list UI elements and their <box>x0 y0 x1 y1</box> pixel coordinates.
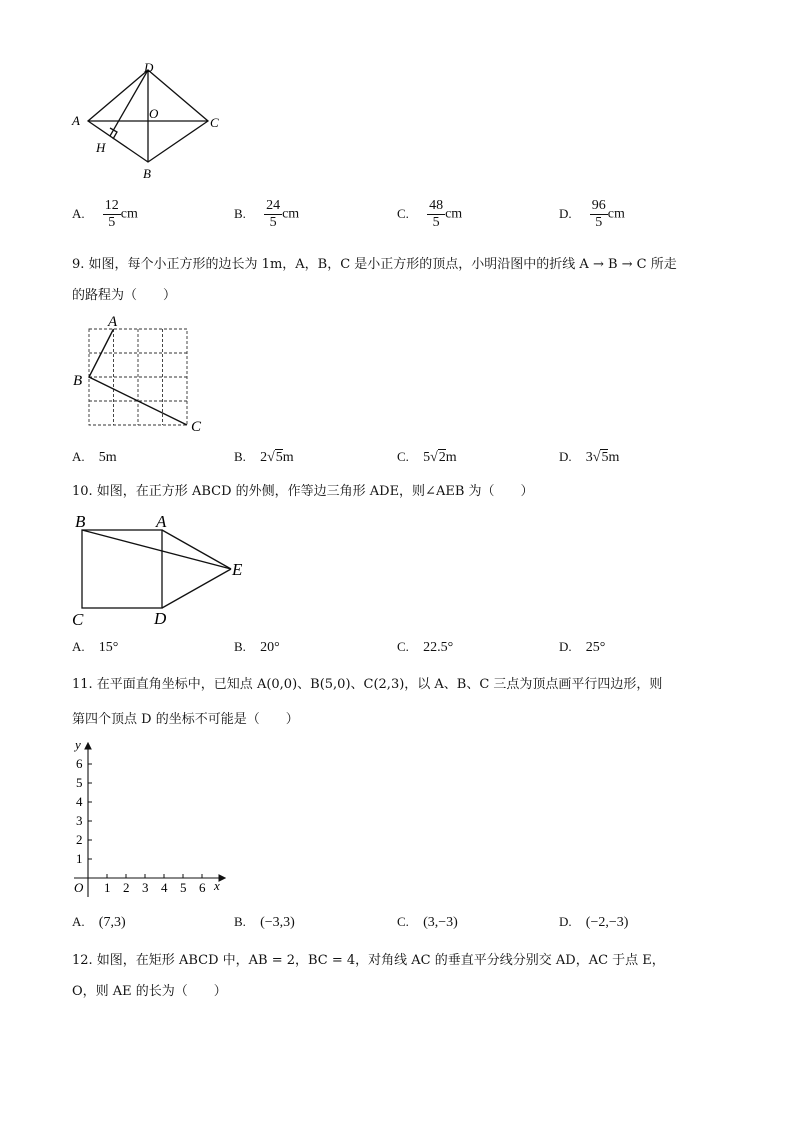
x-tick-label: 1 <box>104 880 111 895</box>
q9-option-a[interactable]: A. 5m <box>72 449 117 465</box>
label-C: C <box>210 115 219 130</box>
label-O: O <box>149 106 159 121</box>
y-tick-label: 4 <box>76 794 83 809</box>
q8-option-c[interactable]: C. $\frac{48}{5}$ cm <box>397 198 463 230</box>
q11-option-a[interactable]: A. (7,3) <box>72 914 126 930</box>
q10-option-a[interactable]: A. 15° <box>72 639 119 655</box>
label-A: A <box>72 113 80 128</box>
q10-option-d[interactable]: D. 25° <box>559 639 606 655</box>
y-tick-label: 3 <box>76 813 83 828</box>
q11-stem-line2: 第四个顶点 D 的坐标不可能是（ ） <box>72 712 299 727</box>
x-tick-label: 5 <box>180 880 187 895</box>
axis-label-x: x <box>214 878 220 893</box>
q9-option-d[interactable]: D. 3√5m <box>559 449 620 465</box>
label-C: C <box>72 610 84 629</box>
label-A: A <box>108 314 118 330</box>
label-C: C <box>191 419 202 435</box>
q10-stem: 10. 如图，在正方形 ABCD 的外侧，作等边三角形 ADE，则∠AEB 为（ ） <box>72 484 534 499</box>
q9-option-b[interactable]: B. 2√5m <box>234 449 294 465</box>
label-D: D <box>144 60 154 75</box>
q10-option-c[interactable]: C. 22.5° <box>397 639 454 655</box>
y-tick-label: 2 <box>76 832 83 847</box>
q11-option-d[interactable]: D. (−2,−3) <box>559 914 629 930</box>
q11-stem-line1: 11. 在平面直角坐标中，已知点 A(0,0)、B(5,0)、C(2,3)，以 A、B、C 三点为顶点画平行四边形，则 <box>72 677 663 692</box>
q10-option-b[interactable]: B. 20° <box>234 639 280 655</box>
q12-stem-line1: 12. 如图，在矩形 ABCD 中，AB = 2，BC = 4，对角线 AC 的垂直平分线分别交 AD，AC 于点 E， <box>72 953 665 968</box>
origin-label: O <box>74 880 84 895</box>
q8-option-b[interactable]: B. $\frac{24}{5}$ cm <box>234 198 300 230</box>
q12-stem-line2: O，则 AE 的长为（ ） <box>72 984 227 999</box>
q9-stem-line1: 9. 如图，每个小正方形的边长为 1m，A，B，C 是小正方形的顶点，小明沿图中的折线 A → B → C 所走 <box>72 257 677 272</box>
x-tick-label: 3 <box>142 880 149 895</box>
y-tick-label: 5 <box>76 775 83 790</box>
label-B: B <box>143 166 151 181</box>
q9-option-c[interactable]: C. 5√2m <box>397 449 457 465</box>
x-tick-label: 4 <box>161 880 168 895</box>
rhombus-figure <box>60 58 230 188</box>
x-tick-label: 6 <box>199 880 206 895</box>
grid-path-figure <box>68 310 218 438</box>
q11-option-b[interactable]: B. (−3,3) <box>234 914 295 930</box>
label-D: D <box>154 609 167 628</box>
square-triangle-figure <box>66 508 256 632</box>
label-E: E <box>232 560 243 579</box>
x-tick-label: 2 <box>123 880 130 895</box>
y-tick-label: 1 <box>76 851 83 866</box>
label-B: B <box>75 512 86 531</box>
q8-option-d[interactable]: D. $\frac{96}{5}$ cm <box>559 198 625 230</box>
q8-option-a[interactable]: A. $\frac{12}{5}$ cm <box>72 198 138 230</box>
q9-stem-line2: 的路程为（ ） <box>72 288 177 303</box>
coordinate-axes-figure <box>66 734 236 902</box>
label-B: B <box>73 373 83 389</box>
y-tick-label: 6 <box>76 756 83 771</box>
axis-label-y: y <box>75 737 81 752</box>
q11-option-c[interactable]: C. (3,−3) <box>397 914 458 930</box>
label-H: H <box>96 140 106 155</box>
label-A: A <box>156 512 167 531</box>
